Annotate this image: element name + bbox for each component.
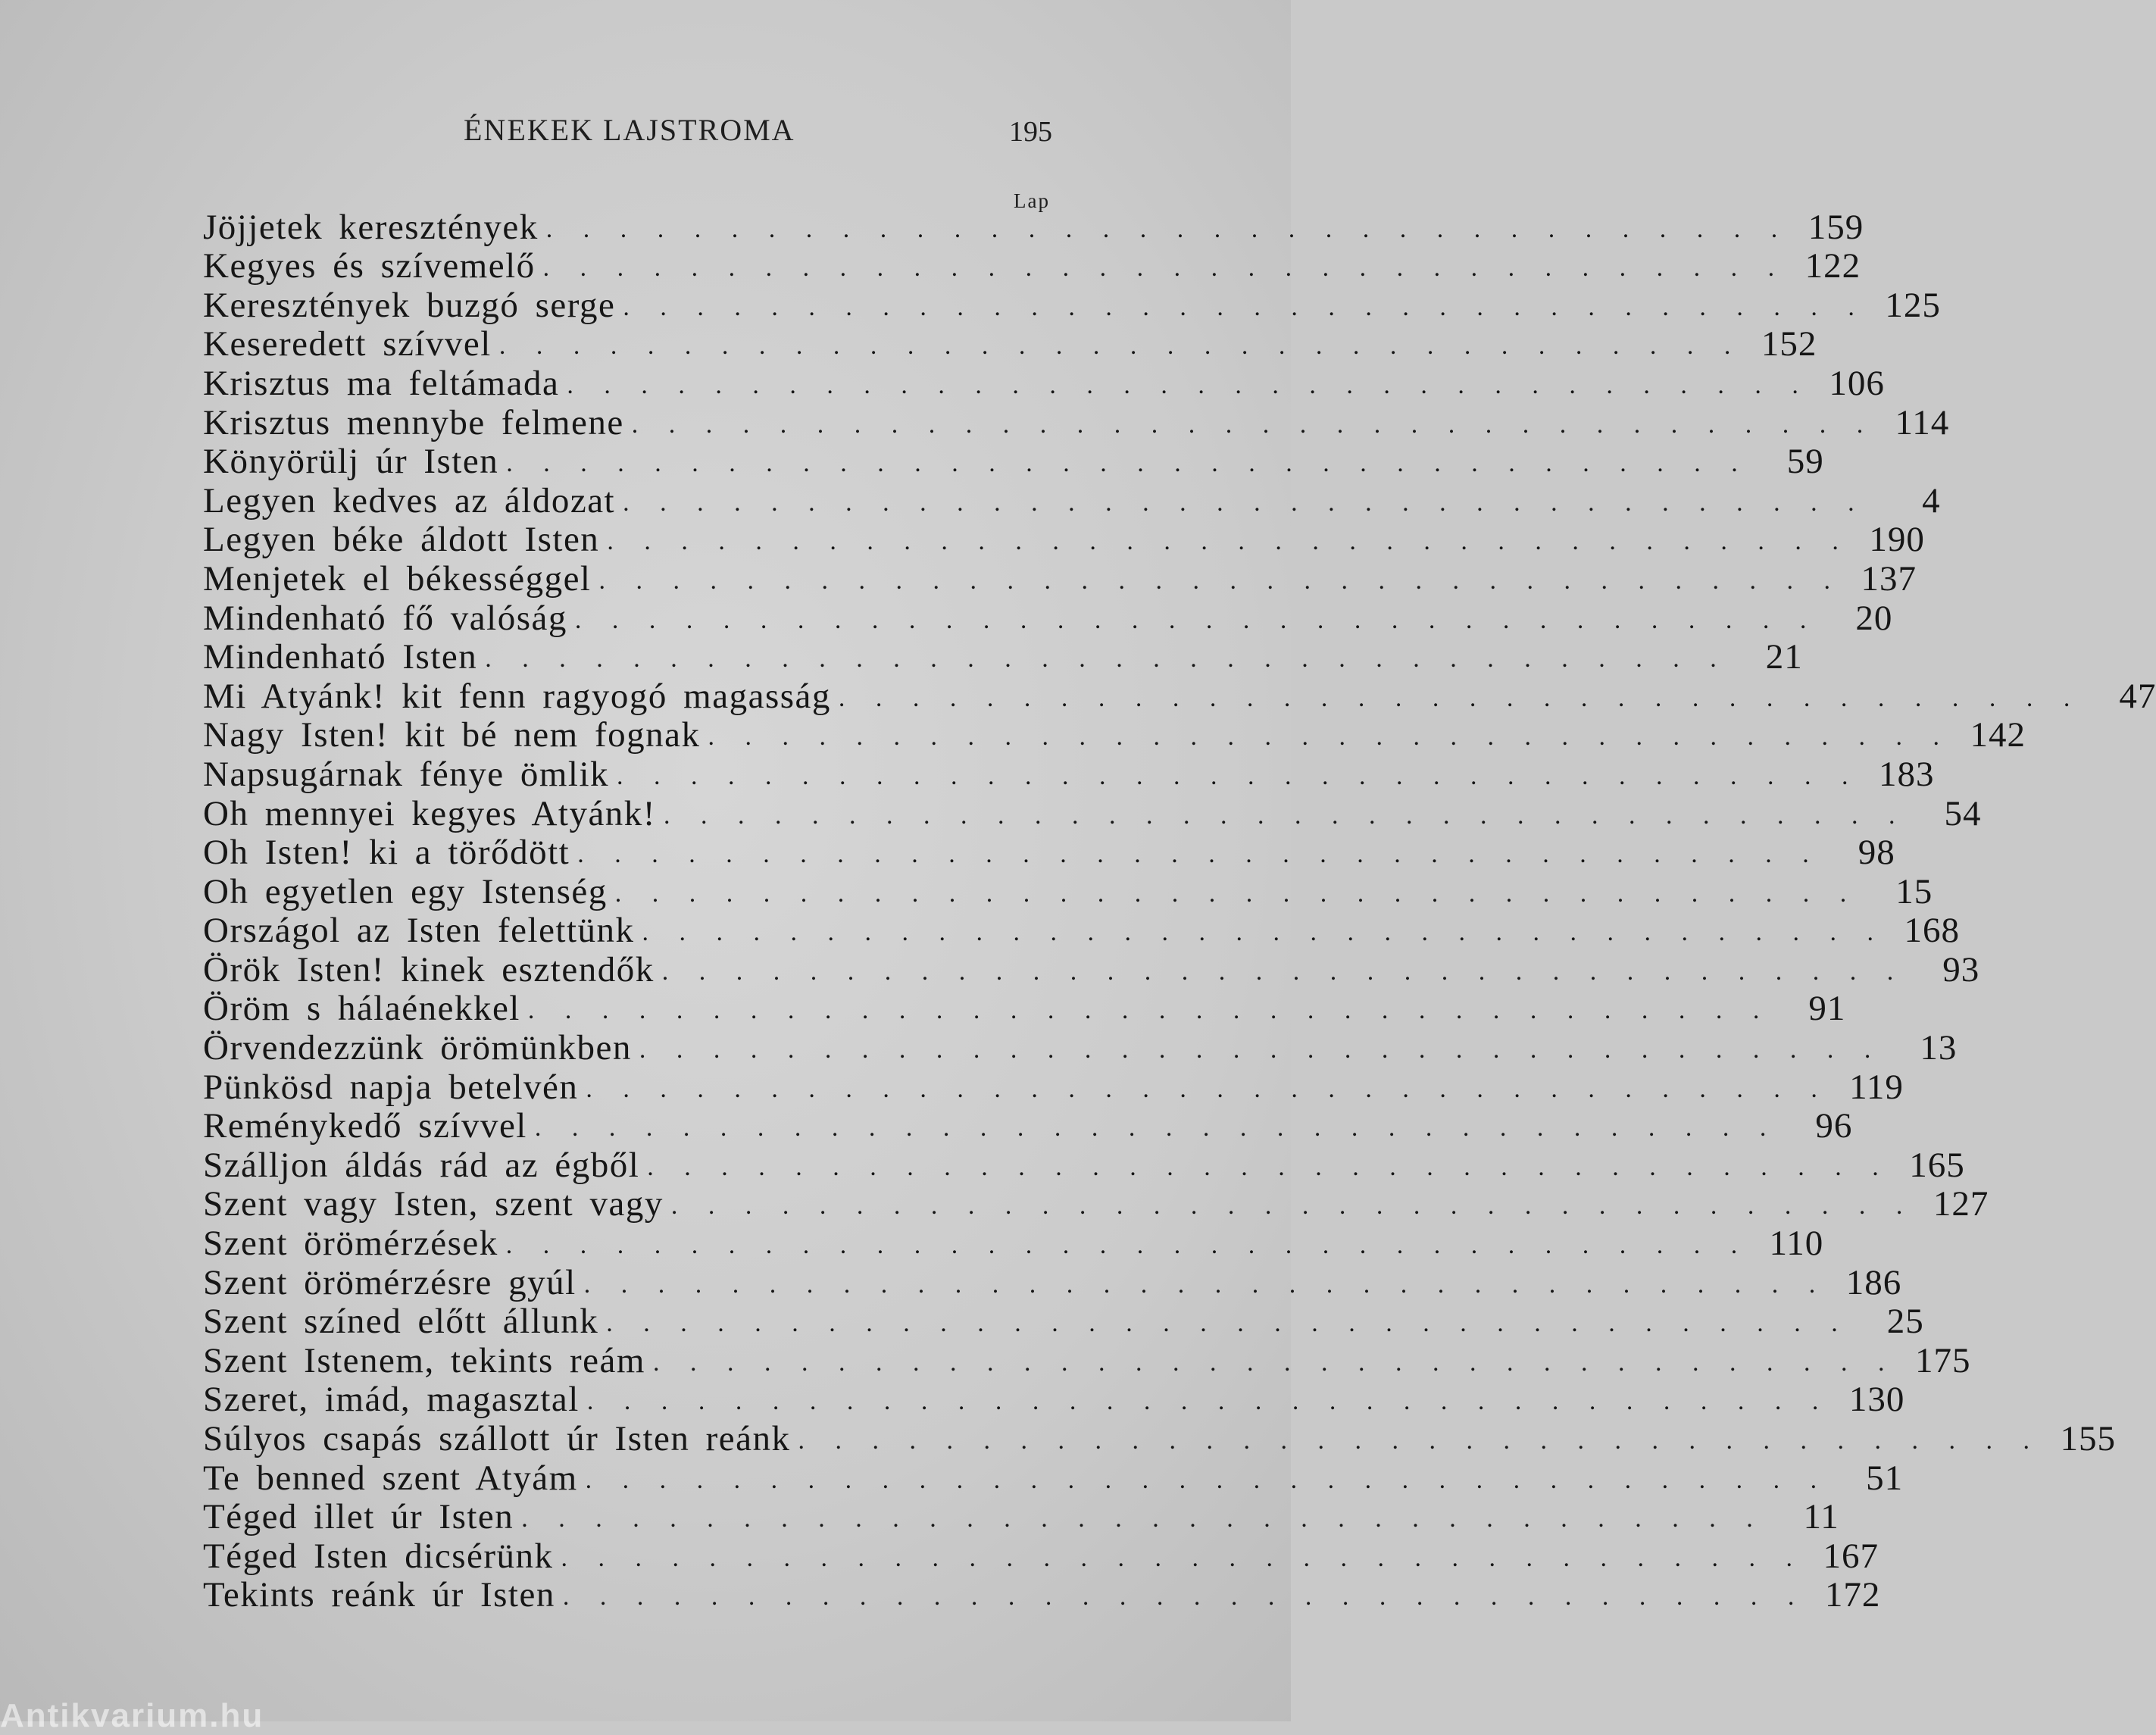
page-reference: 190 xyxy=(1869,520,1925,560)
hymn-title: Oh Isten! ki a törődött xyxy=(203,833,570,873)
index-entry xyxy=(203,1027,1958,1068)
page-reference: 20 xyxy=(1855,598,1893,638)
hymn-title: Szeret, imád, magasztal xyxy=(203,1380,580,1420)
dot-leader: . . . . . . . . . . . . . . . . . . . . . . . . . . . . . . . . . . xyxy=(586,1387,1828,1416)
hymn-title: Tekints reánk úr Isten xyxy=(203,1575,555,1615)
hymn-title: Mindenható fő valóság xyxy=(203,598,567,638)
index-entry xyxy=(203,675,2156,716)
dot-leader: . . . . . . . . . . . . . . . . . . . . . . . . . . . . . . . . . . xyxy=(521,1505,1762,1533)
index-entry xyxy=(203,792,1982,833)
dot-leader: . . . . . . . . . . . . . . . . . . . . . . . . . . . . . . . . . . xyxy=(617,761,1858,790)
hymn-title: Krisztus ma feltámada xyxy=(203,363,560,403)
dot-leader: . . . . . . . . . . . . . . . . . . . . . . . . . . . . . . . . . . xyxy=(647,1152,1888,1181)
page-reference: 168 xyxy=(1904,911,1961,951)
dot-leader: . . . . . . . . . . . . . . . . . . . . . . . . . . . . . . . . . . xyxy=(583,1270,1825,1299)
hymn-title: Oh mennyei kegyes Atyánk! xyxy=(203,793,656,833)
hymn-title: Menjetek el békességgel xyxy=(203,558,592,599)
page-column-label: Lap xyxy=(1014,189,1050,212)
page-reference: 183 xyxy=(1879,754,1935,794)
page-reference: 110 xyxy=(1769,1224,1824,1264)
page-reference: 91 xyxy=(1808,989,1846,1029)
page-reference: 59 xyxy=(1786,442,1824,482)
index-entry xyxy=(203,1496,1839,1537)
index-entry xyxy=(203,362,1885,403)
hymn-title: Szálljon áldás rád az égből xyxy=(203,1145,640,1185)
dot-leader: . . . . . . . . . . . . . . . . . . . . . . . . . . . . . . . . . . xyxy=(574,605,1816,634)
hymn-title: Mindenható Isten xyxy=(203,637,478,677)
index-entry xyxy=(203,1261,1902,1302)
page-reference: 137 xyxy=(1861,558,1917,599)
dot-leader: . . . . . . . . . . . . . . . . . . . . . . . . . . . . . . . . . . xyxy=(670,1192,1912,1221)
hymn-index-list xyxy=(203,206,2156,1615)
page-reference: 130 xyxy=(1848,1380,1905,1420)
dot-leader: . . . . . . . . . . . . . . . . . . . . . . . . . . . . . . . . . . xyxy=(661,957,1903,986)
dot-leader: . . . . . . . . . . . . . . . . . . . . . . . . . . . . . . . . . . xyxy=(586,1074,1826,1103)
dot-leader: . . . . . . . . . . . . . . . . . . . . . . . . . . . . . . . . . . xyxy=(498,332,1740,361)
hymn-title: Reménykedő szívvel xyxy=(203,1106,527,1146)
hymn-title: Mi Atyánk! kit fenn ragyogó magasság xyxy=(203,676,831,716)
index-entry xyxy=(203,1066,1904,1107)
dot-leader: . . . . . . . . . . . . . . . . . . . . . . . . . . . . . . . . . . xyxy=(606,1309,1847,1338)
index-entry xyxy=(203,910,1961,951)
hymn-title: Szent Istenem, tekints reám xyxy=(203,1340,645,1380)
page-reference: 98 xyxy=(1858,833,1895,873)
page-reference: 186 xyxy=(1845,1262,1902,1302)
page-reference: 47 xyxy=(2119,676,2156,716)
index-entry xyxy=(203,1418,2117,1458)
page-reference: 172 xyxy=(1824,1575,1881,1615)
hymn-title: Könyörülj úr Isten xyxy=(203,442,499,482)
page-reference: 21 xyxy=(1765,637,1803,677)
page-reference: 93 xyxy=(1942,949,1980,989)
page-reference: 159 xyxy=(1808,207,1864,247)
index-entry xyxy=(203,206,1864,247)
dot-leader: . . . . . . . . . . . . . . . . . . . . . . . . . . . . . . . . . . xyxy=(506,449,1747,478)
page-reference: 175 xyxy=(1914,1340,1971,1380)
page-reference: 119 xyxy=(1849,1067,1904,1107)
hymn-title: Téged illet úr Isten xyxy=(203,1497,514,1537)
page-reference: 165 xyxy=(1909,1145,1965,1185)
index-entry xyxy=(203,1144,1965,1185)
page-reference: 25 xyxy=(1886,1302,1924,1342)
hymn-title: Keresztények buzgó serge xyxy=(203,285,616,325)
hymn-title: Szent vagy Isten, szent vagy xyxy=(203,1184,664,1224)
index-entry xyxy=(203,1222,1824,1264)
hymn-title: Öröm s hálaénekkel xyxy=(203,989,520,1029)
page-reference: 11 xyxy=(1803,1497,1839,1537)
dot-leader: . . . . . . . . . . . . . . . . . . . . . . . . . . . . . . . . . . xyxy=(567,370,1808,399)
hymn-title: Jöjjetek keresztények xyxy=(203,207,539,247)
index-entry xyxy=(203,714,2026,755)
dot-leader: . . . . . . . . . . . . . . . . . . . . . . . . . . . . . . . . . . xyxy=(542,254,1784,283)
watermark: Antikvarium.hu xyxy=(0,1697,264,1734)
index-entry xyxy=(203,1340,1971,1380)
index-entry xyxy=(203,832,1895,873)
index-entry xyxy=(203,753,1935,794)
page-reference: 96 xyxy=(1815,1106,1853,1146)
index-entry xyxy=(203,636,1803,677)
index-entry xyxy=(203,1574,1881,1615)
index-entry xyxy=(203,284,1941,325)
hymn-title: Legyen béke áldott Isten xyxy=(203,520,600,560)
dot-leader: . . . . . . . . . . . . . . . . . . . . . . . . . . . . . . . . . . xyxy=(639,1036,1880,1064)
dot-leader: . . . . . . . . . . . . . . . . . . . . . . . . . . . . . . . . . . xyxy=(534,1114,1776,1143)
dot-leader: . . . . . . . . . . . . . . . . . . . . . . . . . . . . . . . . . . xyxy=(561,1543,1802,1572)
dot-leader: . . . . . . . . . . . . . . . . . . . . . . . . . . . . . . . . . . xyxy=(623,488,1864,517)
dot-leader: . . . . . . . . . . . . . . . . . . . . . . . . . . . . . . . . . . xyxy=(708,723,1948,752)
dot-leader: . . . . . . . . . . . . . . . . . . . . . . . . . . . . . . . . . . xyxy=(577,840,1818,869)
page-reference: 51 xyxy=(1866,1458,1904,1498)
dot-leader: . . . . . . . . . . . . . . . . . . . . . . . . . . . . . . . . . . xyxy=(527,996,1769,1025)
hymn-title: Legyen kedves az áldozat xyxy=(203,480,616,520)
hymn-title: Szent örömérzések xyxy=(203,1224,498,1264)
index-entry xyxy=(203,1379,1905,1420)
hymn-title: Keseredett szívvel xyxy=(203,324,492,364)
index-entry xyxy=(203,558,1917,599)
index-entry xyxy=(203,1535,1879,1576)
page-reference: 13 xyxy=(1920,1028,1958,1068)
dot-leader: . . . . . . . . . . . . . . . . . . . . . . . . . . . . . . . . . . xyxy=(598,566,1839,595)
page-reference: 127 xyxy=(1933,1184,1989,1224)
dot-leader: . . . . . . . . . . . . . . . . . . . . . . . . . . . . . . . . . . xyxy=(631,410,1873,439)
dot-leader: . . . . . . . . . . . . . . . . . . . . . . . . . . . . . . . . . . xyxy=(614,879,1856,908)
hymn-title: Szent örömérzésre gyúl xyxy=(203,1262,576,1302)
hymn-title: Országol az Isten felettünk xyxy=(203,911,635,951)
page-reference: 155 xyxy=(2060,1419,2117,1458)
hymn-title: Pünkösd napja betelvén xyxy=(203,1067,579,1107)
hymn-title: Örök Isten! kinek esztendők xyxy=(203,949,655,989)
index-entry xyxy=(203,480,1941,520)
dot-leader: . . . . . . . . . . . . . . . . . . . . . . . . . . . . . . . . . . xyxy=(585,1465,1826,1494)
page-reference: 54 xyxy=(1944,793,1982,833)
hymn-title: Örvendezzünk örömünkben xyxy=(203,1028,632,1068)
index-entry xyxy=(203,597,1893,638)
page-reference: 106 xyxy=(1829,363,1885,403)
index-entry xyxy=(203,1105,1853,1146)
page-reference: 167 xyxy=(1823,1536,1879,1576)
dot-leader: . . . . . . . . . . . . . . . . . . . . . . . . . . . . . . . . . . xyxy=(505,1231,1747,1260)
page-number: 195 xyxy=(1009,116,1052,148)
index-entry xyxy=(203,1457,1904,1498)
index-entry xyxy=(203,949,1980,989)
page-reference: 15 xyxy=(1895,871,1933,911)
index-entry xyxy=(203,519,1925,560)
index-entry xyxy=(203,1301,1924,1342)
hymn-title: Súlyos csapás szállott úr Isten reánk xyxy=(203,1419,791,1458)
dot-leader: . . . . . . . . . . . . . . . . . . . . . . . . . . . . . . . . . . xyxy=(545,214,1787,243)
dot-leader: . . . . . . . . . . . . . . . . . . . . . . . . . . . . . . . . . . xyxy=(642,918,1883,947)
hymn-title: Szent színed előtt állunk xyxy=(203,1302,599,1342)
hymn-title: Krisztus mennybe felmene xyxy=(203,402,624,442)
dot-leader: . . . . . . . . . . . . . . . . . . . . . . . . . . . . . . . . . . xyxy=(663,801,1904,830)
dot-leader: . . . . . . . . . . . . . . . . . . . . . . . . . . . . . . . . . . xyxy=(798,1427,2039,1455)
hymn-title: Te benned szent Atyám xyxy=(203,1458,578,1498)
hymn-title: Téged Isten dicsérünk xyxy=(203,1536,554,1576)
dot-leader: . . . . . . . . . . . . . . . . . . . . . . . . . . . . . . . . . . xyxy=(623,292,1864,321)
index-entry xyxy=(203,441,1824,482)
page-reference: 122 xyxy=(1804,246,1861,286)
index-entry xyxy=(203,988,1846,1029)
page-reference: 125 xyxy=(1885,285,1941,325)
running-head-title: ÉNEKEK LAJSTROMA xyxy=(464,113,795,147)
index-entry xyxy=(203,245,1861,286)
hymn-title: Napsugárnak fénye ömlik xyxy=(203,754,610,794)
page-reference: 4 xyxy=(1922,480,1941,520)
hymn-title: Nagy Isten! kit bé nem fognak xyxy=(203,715,701,755)
index-entry xyxy=(203,1183,1989,1224)
index-entry xyxy=(203,402,1950,442)
dot-leader: . . . . . . . . . . . . . . . . . . . . . . . . . . . . . . . . . . xyxy=(838,683,2079,712)
index-entry xyxy=(203,324,1817,364)
dot-leader: . . . . . . . . . . . . . . . . . . . . . . . . . . . . . . . . . . xyxy=(485,645,1726,674)
page-reference: 142 xyxy=(1970,715,2026,755)
page-reference: 114 xyxy=(1895,402,1950,442)
hymn-title: Kegyes és szívemelő xyxy=(203,246,536,286)
page-reference: 152 xyxy=(1761,324,1817,364)
dot-leader: . . . . . . . . . . . . . . . . . . . . . . . . . . . . . . . . . . xyxy=(652,1348,1894,1377)
dot-leader: . . . . . . . . . . . . . . . . . . . . . . . . . . . . . . . . . . xyxy=(607,527,1848,556)
hymn-title: Oh egyetlen egy Istenség xyxy=(203,871,608,911)
index-entry xyxy=(203,871,1933,911)
dot-leader: . . . . . . . . . . . . . . . . . . . . . . . . . . . . . . . . . . xyxy=(562,1583,1804,1612)
